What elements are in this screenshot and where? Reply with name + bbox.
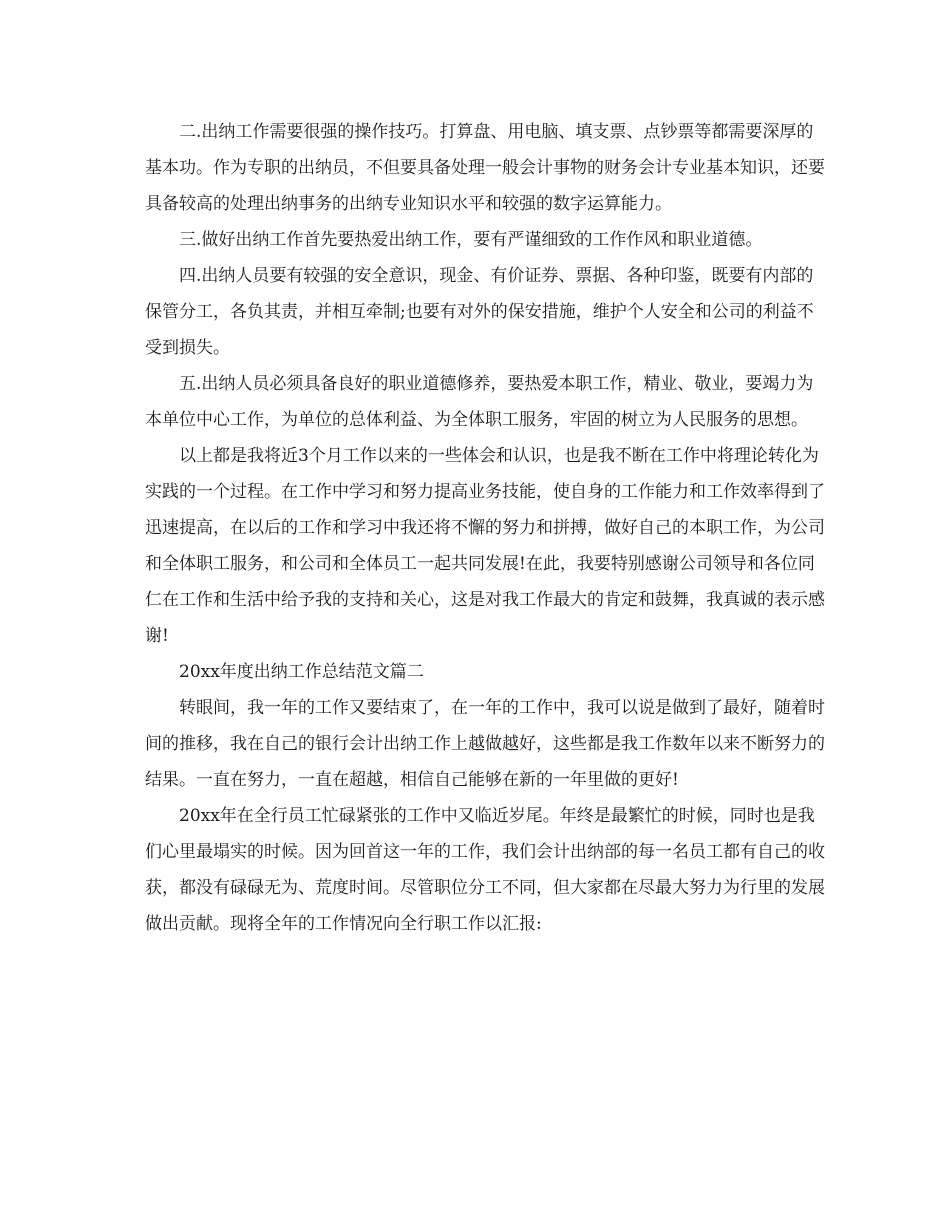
paragraph-section-five: 五.出纳人员必须具备良好的职业道德修养，要热爱本职工作，精业、敬业，要竭力为本单位中心工作，为单位的总体利益、为全体职工服务，牢固的树立为人民服务的思想。 xyxy=(145,374,814,430)
paragraph-part-two-overview: 20xx年在全行员工忙碌紧张的工作中又临近岁尾。年终是最繁忙的时候，同时也是我们心里最塌实的时候。因为回首这一年的工作，我们会计出纳部的每一名员工都有自己的收获，都没有碌碌无为、荒度时间。尽管职位分工不同，但大家都在尽最大努力为行里的发展做出贡献。现将全年的工作情况向全行职工作以汇报: xyxy=(145,806,825,934)
paragraph-section-three: 三.做好出纳工作首先要热爱出纳工作，要有严谨细致的工作作风和职业道德。 xyxy=(179,230,763,250)
document-body xyxy=(145,114,825,942)
paragraph-part-two-intro: 转眼间，我一年的工作又要结束了，在一年的工作中，我可以说是做到了最好，随着时间的推移，我在自己的银行会计出纳工作上越做越好，这些都是我工作数年以来不断努力的结果。一直在努力，一直在超越，相信自己能够在新的一年里做的更好! xyxy=(145,698,825,790)
section-heading-part-two: 20xx年度出纳工作总结范文篇二 xyxy=(179,662,424,682)
paragraph-section-two: 二.出纳工作需要很强的操作技巧。打算盘、用电脑、填支票、点钞票等都需要深厚的基本功。作为专职的出纳员，不但要具备处理一般会计事物的财务会计专业基本知识，还要具备较高的处理出纳事务的出纳专业知识水平和较强的数字运算能力。 xyxy=(145,122,825,214)
paragraph-summary: 以上都是我将近3个月工作以来的一些体会和认识，也是我不断在工作中将理论转化为实践的一个过程。在工作中学习和努力提高业务技能，使自身的工作能力和工作效率得到了迅速提高，在以后的工作和学习中我还将不懈的努力和拼搏，做好自己的本职工作，为公司和全体职工服务，和公司和全体员工一起共同发展!在此，我要特别感谢公司领导和各位同仁在工作和生活中给予我的支持和关心，这是对我工作最大的肯定和鼓舞，我真诚的表示感谢! xyxy=(145,446,825,646)
paragraph-section-four: 四.出纳人员要有较强的安全意识，现金、有价证券、票据、各种印鉴，既要有内部的保管分工，各负其责，并相互牵制;也要有对外的保安措施，维护个人安全和公司的利益不受到损失。 xyxy=(145,266,814,358)
